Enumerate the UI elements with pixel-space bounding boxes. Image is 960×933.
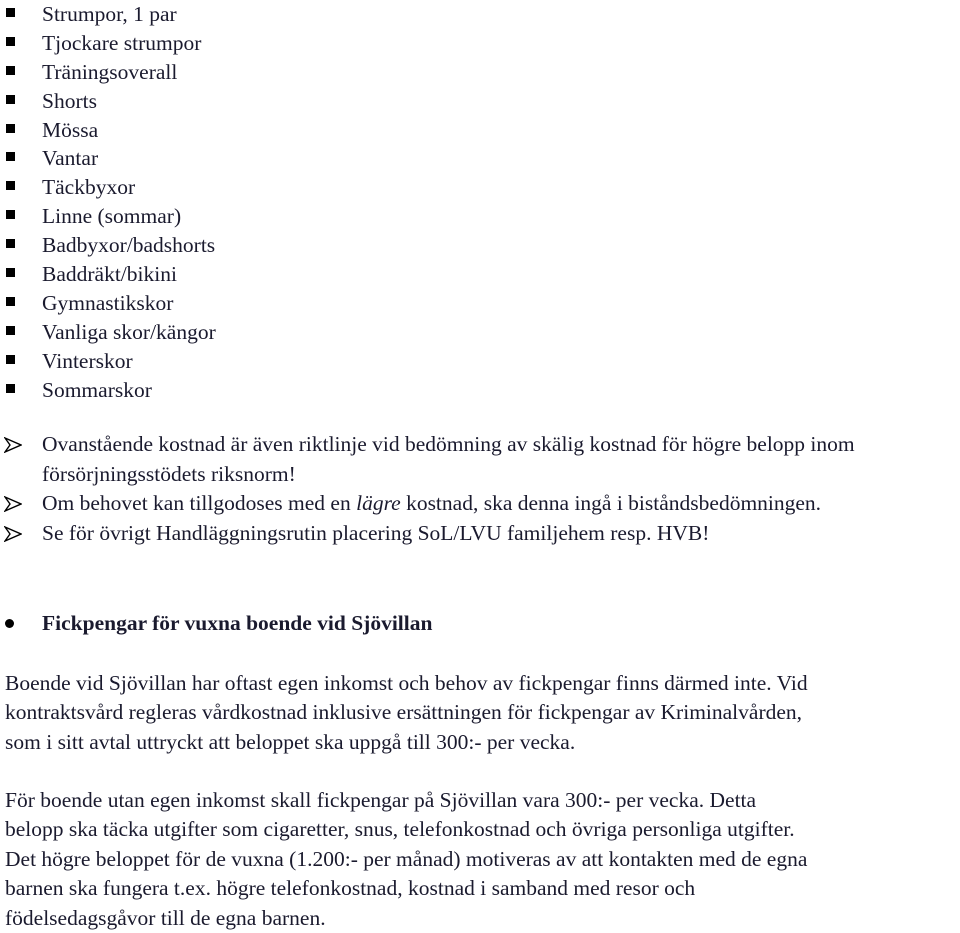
square-bullet-icon — [6, 37, 15, 46]
clothing-item-label: Vantar — [42, 146, 99, 171]
note-cost-guideline — [0, 430, 942, 489]
paragraph-line: kontraktsvård regleras vårdkostnad inklusive ersättningen för fickpengar av Kriminalvården, — [5, 700, 803, 725]
clothing-item-label: Vanliga skor/kängor — [42, 319, 216, 344]
note-text-end: kostnad, ska denna ingå i biståndsbedömningen. — [400, 491, 822, 515]
note-routine-reference — [0, 519, 942, 549]
square-bullet-icon — [6, 8, 15, 17]
arrow-bullet-icon — [4, 526, 22, 542]
paragraph-line: Det högre beloppet för de vuxna (1.200:- per månad) motiveras av att kontakten med de egna — [5, 846, 808, 871]
paragraph-line: Boende vid Sjövillan har oftast egen inkomst och behov av fickpengar finns därmed inte. Vid — [5, 671, 808, 695]
clothing-item — [0, 0, 216, 29]
clothing-item — [0, 231, 216, 260]
square-bullet-icon — [6, 355, 15, 364]
paragraph-line: belopp ska täcka utgifter som cigaretter, snus, telefonkostnad och övriga personliga utgifter. — [5, 817, 795, 842]
note-lower-cost — [0, 489, 942, 519]
paragraph-line: För boende utan egen inkomst skall fickpengar på Sjövillan vara 300:- per vecka. Detta — [5, 788, 757, 812]
clothing-item — [0, 289, 216, 318]
clothing-item-label: Badbyxor/badshorts — [42, 233, 216, 258]
square-bullet-icon — [6, 239, 15, 248]
clothing-item-label: Mössa — [42, 117, 99, 142]
section-heading-text: Fickpengar för vuxna boende vid Sjövillan — [42, 611, 433, 635]
clothing-item-label: Linne (sommar) — [42, 204, 182, 229]
section-heading — [0, 608, 432, 638]
clothing-item — [0, 318, 216, 347]
paragraph-pocket-money — [5, 786, 955, 933]
dot-bullet-icon — [5, 619, 14, 628]
clothing-item-label: Täckbyxor — [42, 175, 136, 200]
square-bullet-icon — [6, 152, 15, 161]
clothing-item-label: Baddräkt/bikini — [42, 262, 177, 287]
arrow-bullet-icon — [4, 496, 22, 512]
clothing-item — [0, 144, 216, 173]
square-bullet-icon — [6, 181, 15, 190]
clothing-item — [0, 173, 216, 202]
paragraph-line: som i sitt avtal uttryckt att beloppet ska uppgå till 300:- per vecka. — [5, 729, 576, 754]
paragraph-line: barnen ska fungera t.ex. högre telefonkostnad, kostnad i samband med resor och — [5, 876, 696, 901]
notes-list — [0, 430, 942, 548]
arrow-bullet-icon — [4, 437, 22, 453]
note-text: Ovanstående kostnad är även riktlinje vid bedömning av skälig kostnad för högre belopp inom försörjningsstödets riksnorm! — [42, 432, 855, 486]
clothing-list — [0, 0, 216, 404]
note-text-start: Om behovet kan tillgodoses med en — [42, 491, 357, 515]
note-text-emphasis: lägre — [356, 491, 401, 515]
square-bullet-icon — [6, 297, 15, 306]
clothing-item-label: Vinterskor — [42, 348, 133, 373]
square-bullet-icon — [6, 124, 15, 133]
clothing-item-label: Strumpor, 1 par — [42, 2, 177, 26]
clothing-item-label: Träningsoverall — [42, 59, 178, 84]
paragraph-residents-income — [5, 669, 955, 757]
square-bullet-icon — [6, 95, 15, 104]
clothing-item — [0, 58, 216, 87]
square-bullet-icon — [6, 268, 15, 277]
clothing-item-label: Sommarskor — [42, 377, 152, 402]
paragraph-line: födelsedagsgåvor till de egna barnen. — [5, 905, 326, 930]
clothing-item-label: Gymnastikskor — [42, 290, 174, 315]
square-bullet-icon — [6, 210, 15, 219]
clothing-item — [0, 260, 216, 289]
note-text: Se för övrigt Handläggningsrutin placering SoL/LVU familjehem resp. HVB! — [42, 520, 710, 545]
clothing-item — [0, 29, 216, 58]
clothing-item-label: Tjockare strumpor — [42, 30, 202, 55]
clothing-item-label: Shorts — [42, 88, 97, 113]
clothing-item — [0, 116, 216, 145]
square-bullet-icon — [6, 66, 15, 75]
clothing-item — [0, 376, 216, 405]
clothing-item — [0, 347, 216, 376]
square-bullet-icon — [6, 326, 15, 335]
clothing-item — [0, 87, 216, 116]
square-bullet-icon — [6, 384, 15, 393]
clothing-item — [0, 202, 216, 231]
